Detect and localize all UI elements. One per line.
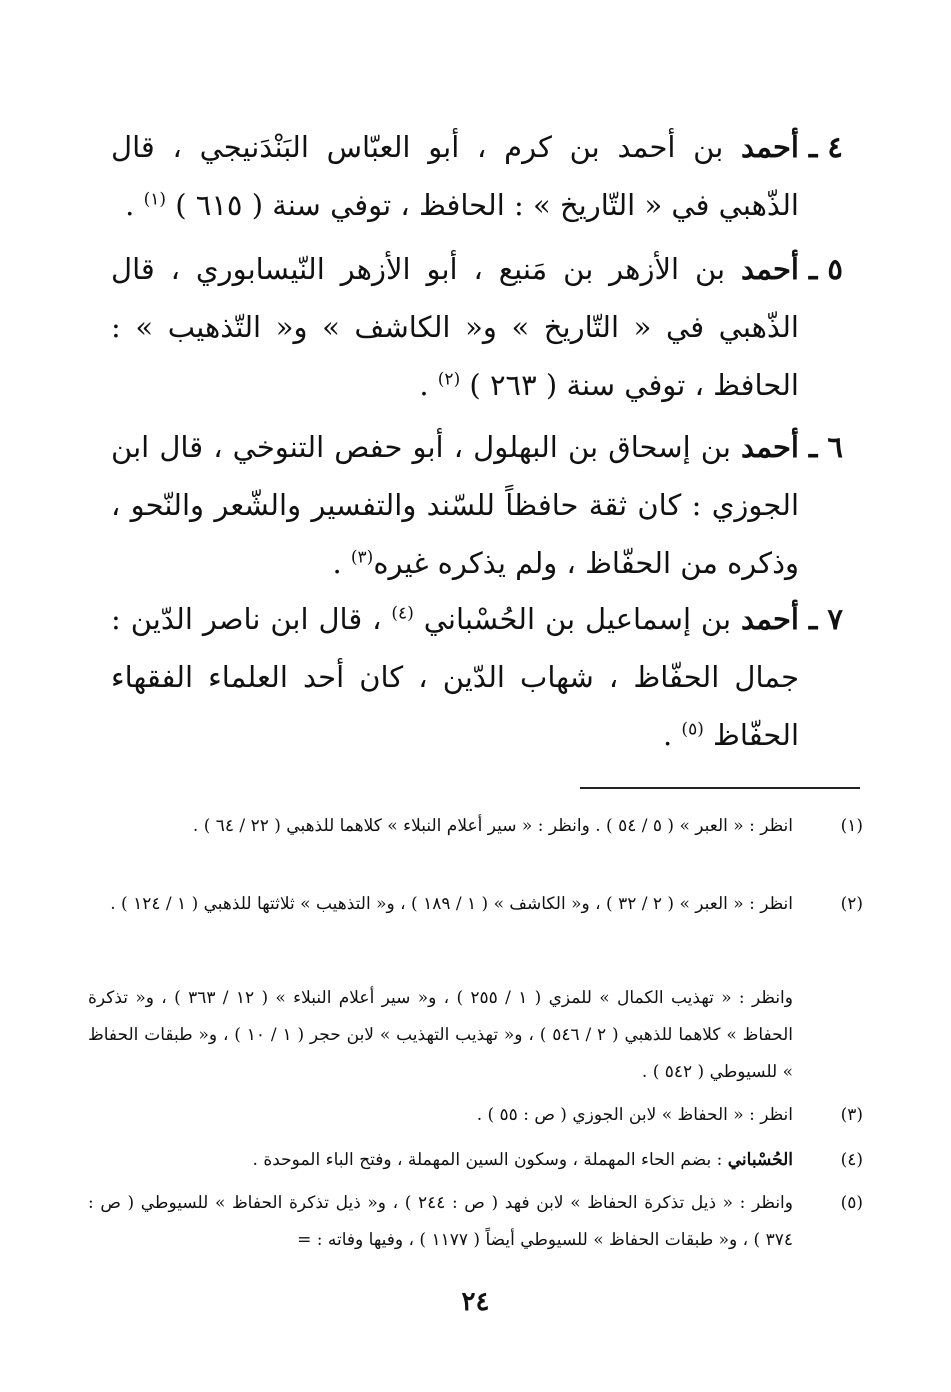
entry-number: ٦ ـ [808,430,843,464]
footnote-3 [88,1097,863,1134]
entry-body [111,590,799,764]
entry-number: ٥ ـ [808,252,843,286]
footnote-text: وانظر : « ذيل تذكرة الحفاظ » لابن فهد ( ص : ٢٤٤ ) ، و« ذيل تذكرة الحفاظ » للسيوطي ( ص : ٣٧٤ ) ، و« طبقات الحفاظ » للسيوطي أيضاً ( ١١٧٧ ) ، وفيها وفاته : = [88,1193,793,1250]
entry-end: . [662,718,682,752]
footnote-term: الحُسْباني [727,1150,793,1170]
biography-entry-5 [111,240,841,414]
footnote-ref[interactable]: (١) [143,189,166,210]
entry-text-continued: ، قال ابن ناصر الدّين : جمال الحفّاظ ، شهاب الدّين ، كان أحد العلماء الفقهاء الحفّاظ [111,602,799,752]
footnote-number: (٥) [840,1193,863,1213]
biography-entry-4 [111,118,841,234]
footnote-text: انظر : « الحفاظ » لابن الجوزي ( ص : ٥٥ ) . [476,1105,793,1125]
entry-end: . [332,546,351,580]
footnote-2-continued [88,980,863,1091]
footnote-4 [88,1142,863,1179]
entry-name: أحمد [741,602,799,636]
entry-body [111,240,799,414]
footnote-2 [88,886,863,923]
entry-body [111,118,799,234]
entry-number: ٧ ـ [808,602,843,636]
biography-entry-6 [111,418,841,592]
entry-text: بن إسحاق بن البهلول ، أبو حفص التنوخي ، قال ابن الجوزي : كان ثقة حافظاً للسّند والتفسير والشّعر والنّحو ، وذكره من الحفّاظ ، ولم يذكره غيره [111,430,799,580]
biography-entry-7 [111,590,841,764]
entry-name: أحمد [741,252,799,286]
entry-text: بن أحمد بن كرم ، أبو العبّاس البَنْدَنيجي ، قال الذّهبي في « التّاريخ » : الحافظ ، توفي سنة ( ٦١٥ ) [111,130,799,222]
entry-text: بن إسماعيل بن الحُسْباني [413,602,741,636]
footnote-ref[interactable]: (٤) [391,603,414,624]
footnote-text: انظر : « العبر » ( ٢ / ٣٢ ) ، و« الكاشف » ( ١ / ١٨٩ ) ، و« التذهيب » ثلاثتها للذهبي ( ١ / ١٢٤ ) . [110,894,793,914]
entry-end: . [125,188,144,222]
entry-number: ٤ ـ [808,130,843,164]
footnote-1 [88,808,863,845]
entry-name: أحمد [741,130,799,164]
footnote-definition: : بضم الحاء المهملة ، وسكون السين المهملة ، وفتح الباء الموحدة . [252,1150,728,1170]
footnote-separator [580,787,860,789]
entry-body [111,418,799,592]
footnote-ref[interactable]: (٣) [350,547,374,568]
footnote-ref[interactable]: (٢) [437,369,461,390]
footnote-number: (٤) [840,1150,863,1170]
entry-name: أحمد [741,430,799,464]
footnote-text [88,1142,793,1179]
entry-end: . [419,368,438,402]
footnote-number: (١) [840,816,863,836]
footnote-ref[interactable]: (٥) [681,719,704,740]
entry-text: بن الأزهر بن مَنيع ، أبو الأزهر النّيسابوري ، قال الذّهبي في « التّاريخ » و« الكاشف » و« التّذهيب » : الحافظ ، توفي سنة ( ٢٦٣ ) [111,252,799,402]
footnote-text: انظر : « العبر » ( ٥ / ٥٤ ) . وانظر : « سير أعلام النبلاء » كلاهما للذهبي ( ٢٢ / ٦٤ ) . [192,816,793,836]
footnote-number: (٢) [840,894,863,914]
footnote-number: (٣) [840,1105,863,1125]
footnote-text: وانظر : « تهذيب الكمال » للمزي ( ١ / ٢٥٥ ) ، و« سير أعلام النبلاء » ( ١٢ / ٣٦٣ ) ، و« تذكرة الحفاظ » كلاهما للذهبي ( ٢ / ٥٤٦ ) ، و« تهذيب التهذيب » لابن حجر ( ١ / ١٠ ) ، و« طبقات الحفاظ » للسيوطي ( ٥٤٢ ) . [88,988,793,1082]
footnote-5 [88,1185,863,1259]
page-number: ٢٤ [461,1287,490,1317]
